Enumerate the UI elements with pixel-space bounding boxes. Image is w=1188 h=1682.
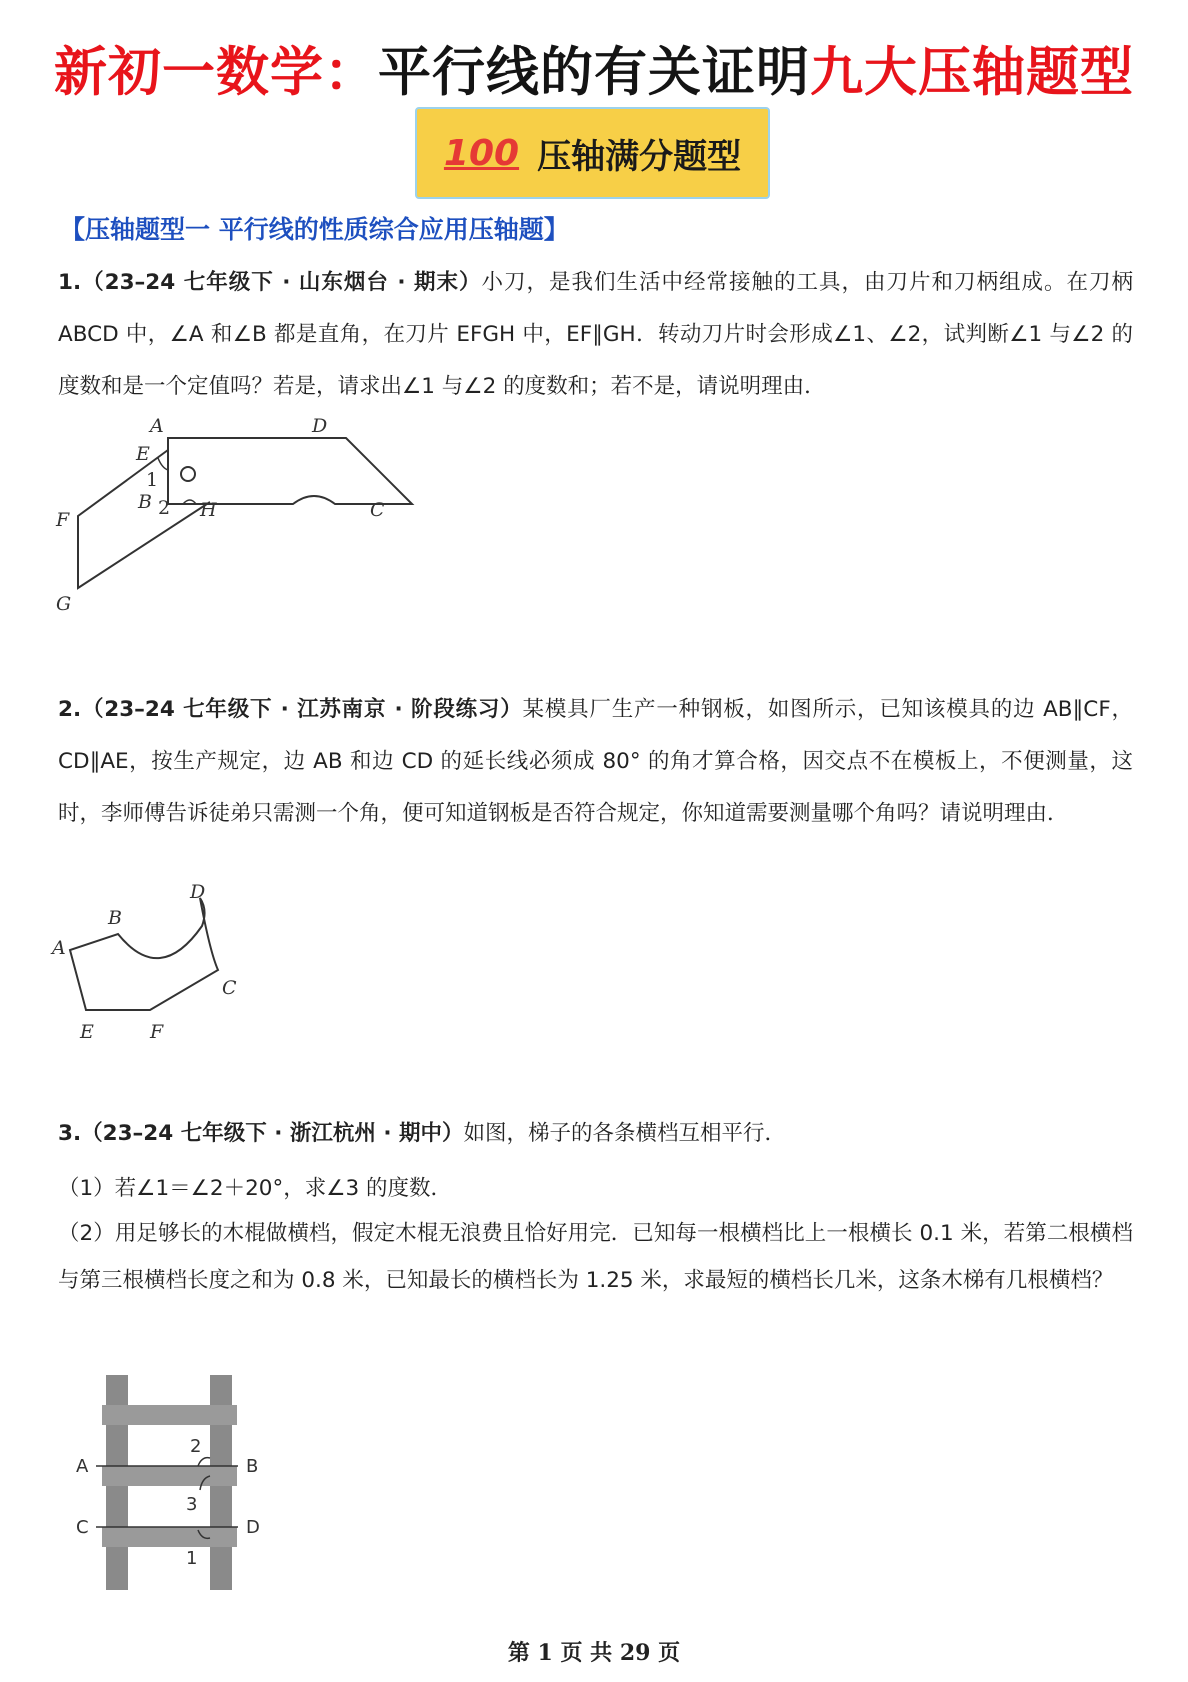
question-2 — [58, 684, 1133, 840]
question-3-part-1: （1）若∠1＝∠2＋20°，求∠3 的度数． — [58, 1176, 452, 1201]
label-A: A — [150, 415, 164, 437]
label-1: 1 — [146, 469, 159, 491]
title-part-1: 新初一数学： — [54, 41, 378, 103]
label-F2: F — [150, 1021, 164, 1043]
ladder-rung-3 — [102, 1527, 237, 1547]
label-1-ladder: 1 — [186, 1548, 198, 1569]
ladder-rung-2 — [102, 1466, 237, 1486]
question-1-text: 小刀，是我们生活中经常接触的工具，由刀片和刀柄组成。在刀柄 ABCD 中，∠A 和∠B 都是直角，在刀片 EFGH 中，EF∥GH．转动刀片时会形成∠1、∠2，试判断∠1 与∠2 的度数和是一个定值吗？若是，请求出∠1 与∠2 的度数和；若不是，请说明理由． — [58, 270, 1133, 399]
label-A3: A — [76, 1456, 89, 1477]
ladder-figure — [66, 1370, 276, 1595]
knife-blade — [78, 450, 210, 588]
label-C3: C — [76, 1517, 89, 1538]
question-1-number: 1. — [58, 270, 82, 295]
difficulty-badge — [415, 107, 770, 199]
angle-1-arc — [158, 458, 168, 470]
knife-figure — [50, 410, 430, 620]
label-D2: D — [190, 881, 206, 903]
page-title — [0, 30, 1188, 106]
label-2: 2 — [158, 497, 171, 519]
label-B: B — [138, 491, 152, 513]
section-heading: 【压轴题型一 平行线的性质综合应用压轴题】 — [60, 215, 569, 244]
handle-hole — [181, 467, 195, 481]
question-1 — [58, 257, 1133, 413]
label-F: F — [56, 509, 70, 531]
hundred-points-icon: 100 — [443, 132, 520, 174]
question-2-source: （23–24 七年级下 · 江苏南京 · 阶段练习） — [81, 697, 523, 722]
question-2-text: 某模具厂生产一种钢板，如图所示，已知该模具的边 AB∥CF，CD∥AE，按生产规定，边 AB 和边 CD 的延长线必须成 80° 的角才算合格，因交点不在模板上，不便测量，这时，李师傅告诉徒弟只需测一个角，便可知道钢板是否符合规定，你知道需要测量哪个角吗？请说明理由． — [58, 697, 1133, 826]
label-D3: D — [246, 1517, 260, 1538]
label-C: C — [370, 499, 385, 521]
knife-handle — [168, 438, 412, 504]
question-2-number: 2. — [58, 697, 82, 722]
label-E: E — [136, 443, 150, 465]
question-3-source: （23–24 七年级下 · 浙江杭州 · 期中） — [81, 1121, 464, 1146]
question-3-part-2: （2）用足够长的木棍做横档，假定木棍无浪费且恰好用完．已知每一根横档比上一根横长 0.1 米，若第二根横档与第三根横档长度之和为 0.8 米，已知最长的横档长为 1.25 米，求最短的横档长几米，这条木梯有几根横档？ — [58, 1221, 1133, 1293]
question-3 — [58, 1108, 1133, 1160]
label-H: H — [200, 499, 217, 521]
label-A2: A — [52, 937, 66, 959]
label-E2: E — [80, 1021, 94, 1043]
label-C2: C — [222, 977, 237, 999]
title-part-3: 九大压轴题型 — [810, 41, 1134, 103]
label-2-ladder: 2 — [190, 1436, 202, 1457]
badge-label: 压轴满分题型 — [537, 136, 742, 177]
label-G: G — [56, 593, 72, 615]
ladder-rung-1 — [102, 1405, 237, 1425]
label-D: D — [312, 415, 328, 437]
angle-2-arc-ladder — [198, 1458, 210, 1466]
label-3: 3 — [186, 1494, 198, 1515]
question-3-number: 3. — [58, 1121, 82, 1146]
page-footer: 第 1 页 共 29 页 — [507, 1640, 681, 1666]
steel-plate-figure — [50, 880, 250, 1045]
title-part-2: 平行线的有关证明 — [378, 41, 810, 103]
steel-plate-outline — [70, 898, 218, 1010]
question-3-text: 如图，梯子的各条横档互相平行． — [463, 1121, 787, 1146]
label-B3: B — [246, 1456, 259, 1477]
label-B2: B — [108, 907, 122, 929]
question-1-source: （23–24 七年级下 · 山东烟台 · 期末） — [81, 270, 482, 295]
